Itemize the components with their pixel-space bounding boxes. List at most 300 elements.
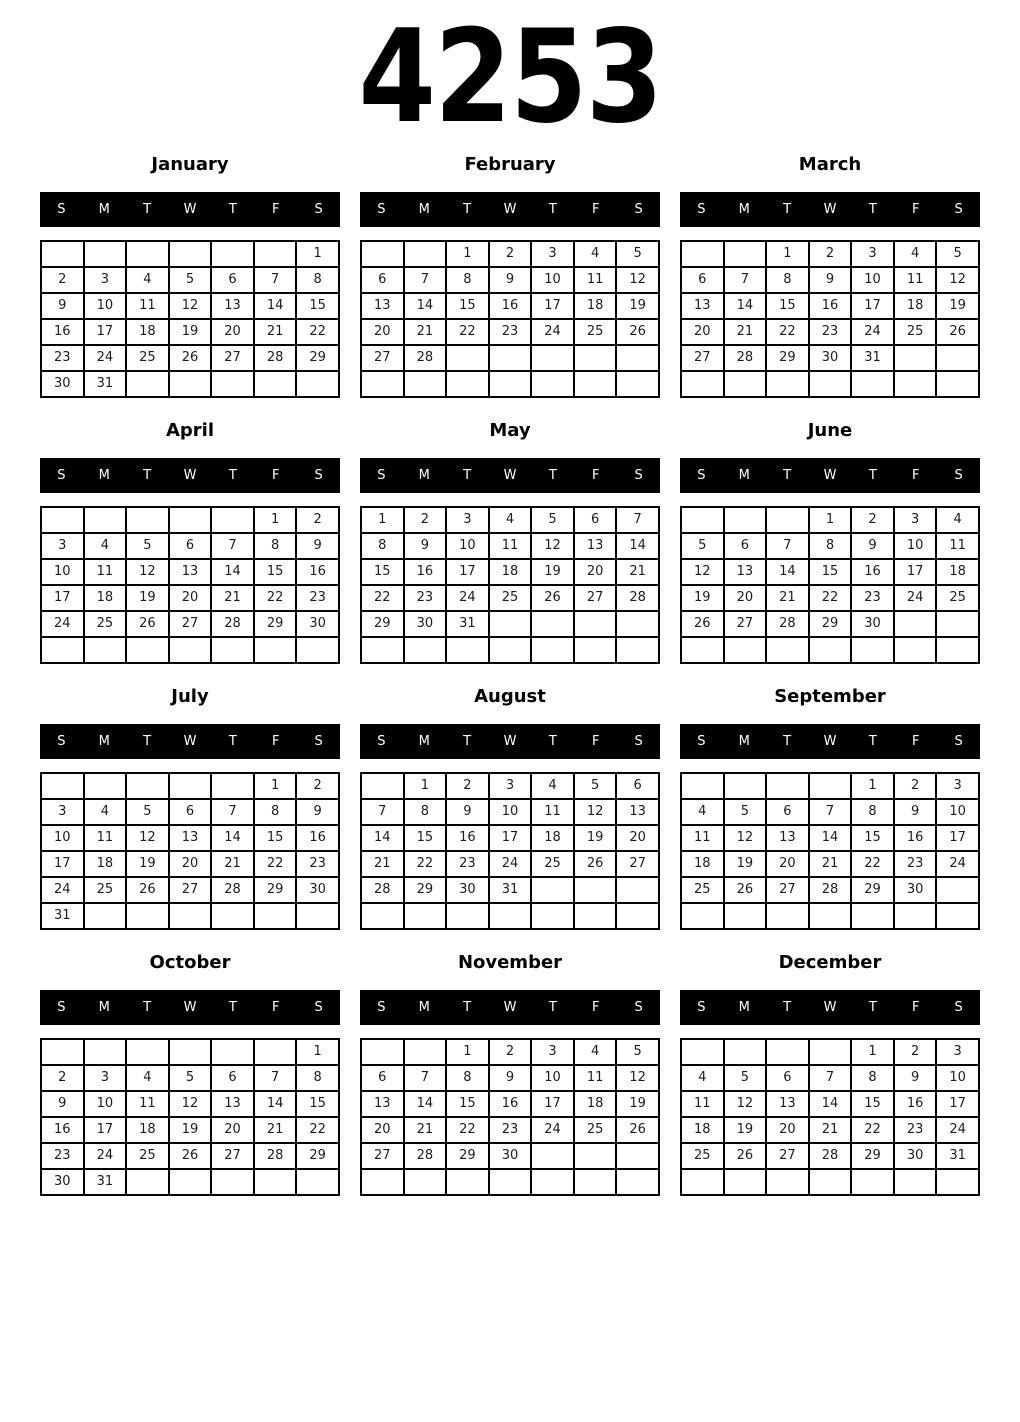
- empty-day-cell: [851, 1169, 894, 1195]
- day-cell: 13: [574, 533, 617, 559]
- weekday-label: S: [314, 201, 323, 217]
- month-title: February: [464, 153, 556, 175]
- month-title: September: [774, 685, 886, 707]
- weekday-label: S: [634, 999, 643, 1015]
- empty-day-cell: [41, 1039, 84, 1065]
- weekday-header: [360, 724, 660, 759]
- day-cell: 14: [211, 559, 254, 585]
- day-cell: 29: [254, 611, 297, 637]
- day-cell: 9: [296, 799, 339, 825]
- day-cell: 5: [724, 799, 767, 825]
- day-cell: 5: [936, 241, 979, 267]
- day-cell: 30: [809, 345, 852, 371]
- month-title: August: [474, 685, 546, 707]
- empty-day-cell: [766, 903, 809, 929]
- day-cell: 4: [894, 241, 937, 267]
- day-cell: 13: [681, 293, 724, 319]
- day-cell: 12: [126, 559, 169, 585]
- day-cell: 11: [574, 267, 617, 293]
- day-cell: 23: [404, 585, 447, 611]
- day-cell: 5: [169, 267, 212, 293]
- day-cell: 16: [489, 1091, 532, 1117]
- week-row: [361, 293, 659, 319]
- day-cell: 14: [254, 1091, 297, 1117]
- day-cell: 27: [681, 345, 724, 371]
- day-cell: 25: [84, 611, 127, 637]
- day-cell: 7: [809, 1065, 852, 1091]
- day-cell: 18: [126, 319, 169, 345]
- day-cell: 8: [361, 533, 404, 559]
- empty-day-cell: [126, 637, 169, 663]
- day-cell: 10: [531, 1065, 574, 1091]
- day-cell: 1: [809, 507, 852, 533]
- day-cell: 29: [851, 877, 894, 903]
- month-grid: [360, 506, 660, 664]
- day-cell: 25: [489, 585, 532, 611]
- empty-day-cell: [574, 1143, 617, 1169]
- empty-day-cell: [84, 773, 127, 799]
- empty-day-cell: [211, 371, 254, 397]
- weekday-label: W: [183, 999, 197, 1015]
- day-cell: 7: [404, 1065, 447, 1091]
- week-row: [41, 1039, 339, 1065]
- day-cell: 7: [254, 1065, 297, 1091]
- week-row: [41, 345, 339, 371]
- month-title: July: [171, 685, 209, 707]
- month-grid: [40, 1038, 340, 1196]
- day-cell: 30: [41, 371, 84, 397]
- day-cell: 22: [296, 1117, 339, 1143]
- day-cell: 20: [169, 585, 212, 611]
- empty-day-cell: [724, 1169, 767, 1195]
- week-row: [681, 1117, 979, 1143]
- day-cell: 16: [41, 319, 84, 345]
- empty-day-cell: [894, 345, 937, 371]
- day-cell: 19: [126, 585, 169, 611]
- day-cell: 25: [894, 319, 937, 345]
- day-cell: 21: [809, 851, 852, 877]
- empty-day-cell: [84, 507, 127, 533]
- weekday-label: M: [98, 201, 110, 217]
- day-cell: 19: [724, 851, 767, 877]
- empty-day-cell: [446, 345, 489, 371]
- day-cell: 21: [404, 1117, 447, 1143]
- weekday-label: S: [634, 733, 643, 749]
- week-row: [681, 851, 979, 877]
- empty-day-cell: [616, 1143, 659, 1169]
- day-cell: 28: [254, 345, 297, 371]
- empty-day-cell: [254, 1169, 297, 1195]
- day-cell: 20: [724, 585, 767, 611]
- week-row: [681, 559, 979, 585]
- weekday-label: S: [634, 467, 643, 483]
- day-cell: 28: [809, 1143, 852, 1169]
- day-cell: 15: [361, 559, 404, 585]
- empty-day-cell: [254, 637, 297, 663]
- day-cell: 6: [766, 1065, 809, 1091]
- day-cell: 21: [724, 319, 767, 345]
- day-cell: 1: [404, 773, 447, 799]
- day-cell: 11: [894, 267, 937, 293]
- day-cell: 27: [361, 345, 404, 371]
- day-cell: 13: [724, 559, 767, 585]
- day-cell: 28: [766, 611, 809, 637]
- weekday-label: F: [911, 733, 920, 749]
- day-cell: 12: [574, 799, 617, 825]
- day-cell: 17: [851, 293, 894, 319]
- weekday-label: W: [503, 201, 517, 217]
- day-cell: 2: [894, 773, 937, 799]
- day-cell: 9: [894, 799, 937, 825]
- empty-day-cell: [404, 371, 447, 397]
- day-cell: 8: [766, 267, 809, 293]
- empty-day-cell: [296, 371, 339, 397]
- weekday-label: T: [868, 999, 877, 1015]
- empty-day-cell: [84, 903, 127, 929]
- empty-day-cell: [169, 241, 212, 267]
- week-row: [681, 637, 979, 663]
- day-cell: 16: [489, 293, 532, 319]
- day-cell: 5: [681, 533, 724, 559]
- weekday-header: [360, 458, 660, 493]
- day-cell: 22: [404, 851, 447, 877]
- weekday-label: W: [823, 999, 837, 1015]
- day-cell: 21: [211, 585, 254, 611]
- day-cell: 14: [254, 293, 297, 319]
- day-cell: 8: [851, 1065, 894, 1091]
- empty-day-cell: [211, 241, 254, 267]
- day-cell: 26: [616, 319, 659, 345]
- day-cell: 20: [681, 319, 724, 345]
- month-block-april: [40, 420, 340, 664]
- day-cell: 12: [724, 1091, 767, 1117]
- day-cell: 22: [446, 319, 489, 345]
- empty-day-cell: [616, 611, 659, 637]
- day-cell: 1: [254, 773, 297, 799]
- day-cell: 2: [489, 1039, 532, 1065]
- day-cell: 15: [851, 1091, 894, 1117]
- empty-day-cell: [724, 903, 767, 929]
- empty-day-cell: [809, 773, 852, 799]
- day-cell: 14: [211, 825, 254, 851]
- weekday-label: T: [463, 733, 472, 749]
- day-cell: 25: [936, 585, 979, 611]
- day-cell: 9: [851, 533, 894, 559]
- day-cell: 31: [489, 877, 532, 903]
- day-cell: 9: [446, 799, 489, 825]
- day-cell: 26: [936, 319, 979, 345]
- day-cell: 8: [254, 533, 297, 559]
- week-row: [361, 371, 659, 397]
- day-cell: 2: [489, 241, 532, 267]
- day-cell: 26: [724, 877, 767, 903]
- empty-day-cell: [84, 637, 127, 663]
- empty-day-cell: [681, 1169, 724, 1195]
- month-block-september: [680, 686, 980, 930]
- day-cell: 15: [254, 559, 297, 585]
- week-row: [361, 1065, 659, 1091]
- day-cell: 15: [446, 1091, 489, 1117]
- weekday-label: F: [591, 733, 600, 749]
- day-cell: 23: [809, 319, 852, 345]
- week-row: [361, 585, 659, 611]
- day-cell: 18: [84, 851, 127, 877]
- weekday-header: [360, 990, 660, 1025]
- day-cell: 2: [41, 1065, 84, 1091]
- day-cell: 4: [126, 1065, 169, 1091]
- day-cell: 5: [126, 799, 169, 825]
- week-row: [361, 773, 659, 799]
- day-cell: 27: [766, 1143, 809, 1169]
- empty-day-cell: [126, 1169, 169, 1195]
- empty-day-cell: [851, 637, 894, 663]
- day-cell: 3: [84, 267, 127, 293]
- week-row: [681, 1065, 979, 1091]
- day-cell: 3: [936, 773, 979, 799]
- day-cell: 10: [894, 533, 937, 559]
- day-cell: 9: [894, 1065, 937, 1091]
- day-cell: 21: [766, 585, 809, 611]
- empty-day-cell: [361, 371, 404, 397]
- week-row: [41, 851, 339, 877]
- month-block-october: [40, 952, 340, 1196]
- day-cell: 27: [211, 1143, 254, 1169]
- empty-day-cell: [169, 1169, 212, 1195]
- empty-day-cell: [489, 903, 532, 929]
- week-row: [361, 267, 659, 293]
- empty-day-cell: [616, 371, 659, 397]
- day-cell: 3: [489, 773, 532, 799]
- weekday-label: S: [57, 733, 66, 749]
- weekday-label: T: [143, 467, 152, 483]
- weekday-label: S: [57, 467, 66, 483]
- weekday-label: S: [57, 999, 66, 1015]
- month-block-june: [680, 420, 980, 664]
- empty-day-cell: [489, 371, 532, 397]
- day-cell: 29: [851, 1143, 894, 1169]
- day-cell: 9: [489, 1065, 532, 1091]
- day-cell: 27: [169, 611, 212, 637]
- day-cell: 20: [361, 319, 404, 345]
- weekday-label: T: [143, 733, 152, 749]
- empty-day-cell: [41, 241, 84, 267]
- weekday-label: F: [271, 467, 280, 483]
- empty-day-cell: [681, 371, 724, 397]
- day-cell: 10: [41, 825, 84, 851]
- weekday-label: F: [911, 201, 920, 217]
- day-cell: 20: [766, 851, 809, 877]
- day-cell: 22: [361, 585, 404, 611]
- day-cell: 1: [296, 1039, 339, 1065]
- empty-day-cell: [404, 1169, 447, 1195]
- day-cell: 12: [681, 559, 724, 585]
- weekday-label: F: [591, 467, 600, 483]
- day-cell: 11: [681, 825, 724, 851]
- day-cell: 6: [724, 533, 767, 559]
- day-cell: 16: [894, 825, 937, 851]
- day-cell: 2: [296, 773, 339, 799]
- empty-day-cell: [84, 1039, 127, 1065]
- empty-day-cell: [446, 1169, 489, 1195]
- empty-day-cell: [531, 611, 574, 637]
- empty-day-cell: [169, 773, 212, 799]
- day-cell: 2: [404, 507, 447, 533]
- weekday-label: T: [548, 467, 557, 483]
- day-cell: 8: [446, 1065, 489, 1091]
- day-cell: 19: [574, 825, 617, 851]
- weekday-label: F: [911, 999, 920, 1015]
- weekday-label: M: [418, 733, 430, 749]
- empty-day-cell: [489, 1169, 532, 1195]
- month-block-february: [360, 154, 660, 398]
- empty-day-cell: [254, 903, 297, 929]
- empty-day-cell: [531, 345, 574, 371]
- day-cell: 15: [296, 1091, 339, 1117]
- empty-day-cell: [681, 773, 724, 799]
- empty-day-cell: [404, 241, 447, 267]
- day-cell: 18: [894, 293, 937, 319]
- day-cell: 22: [851, 1117, 894, 1143]
- day-cell: 5: [126, 533, 169, 559]
- weekday-label: T: [228, 733, 237, 749]
- day-cell: 23: [296, 851, 339, 877]
- week-row: [41, 1143, 339, 1169]
- empty-day-cell: [531, 371, 574, 397]
- day-cell: 24: [84, 345, 127, 371]
- empty-day-cell: [169, 1039, 212, 1065]
- week-row: [361, 903, 659, 929]
- empty-day-cell: [851, 903, 894, 929]
- day-cell: 20: [616, 825, 659, 851]
- day-cell: 10: [936, 799, 979, 825]
- day-cell: 4: [681, 1065, 724, 1091]
- empty-day-cell: [681, 1039, 724, 1065]
- empty-day-cell: [211, 773, 254, 799]
- weekday-label: T: [548, 201, 557, 217]
- day-cell: 20: [169, 851, 212, 877]
- day-cell: 24: [894, 585, 937, 611]
- empty-day-cell: [936, 345, 979, 371]
- month-grid: [40, 240, 340, 398]
- day-cell: 2: [851, 507, 894, 533]
- day-cell: 24: [936, 851, 979, 877]
- month-block-july: [40, 686, 340, 930]
- day-cell: 20: [574, 559, 617, 585]
- day-cell: 30: [446, 877, 489, 903]
- day-cell: 5: [574, 773, 617, 799]
- empty-day-cell: [724, 773, 767, 799]
- day-cell: 6: [211, 267, 254, 293]
- day-cell: 4: [489, 507, 532, 533]
- weekday-label: S: [377, 999, 386, 1015]
- day-cell: 8: [296, 1065, 339, 1091]
- day-cell: 1: [361, 507, 404, 533]
- week-row: [681, 585, 979, 611]
- weekday-label: S: [697, 999, 706, 1015]
- weekday-label: F: [271, 201, 280, 217]
- day-cell: 7: [361, 799, 404, 825]
- month-grid: [680, 1038, 980, 1196]
- day-cell: 14: [404, 1091, 447, 1117]
- day-cell: 24: [531, 1117, 574, 1143]
- empty-day-cell: [574, 637, 617, 663]
- weekday-label: F: [911, 467, 920, 483]
- day-cell: 28: [616, 585, 659, 611]
- empty-day-cell: [296, 637, 339, 663]
- week-row: [681, 345, 979, 371]
- empty-day-cell: [361, 773, 404, 799]
- empty-day-cell: [894, 637, 937, 663]
- day-cell: 18: [574, 293, 617, 319]
- day-cell: 27: [211, 345, 254, 371]
- day-cell: 23: [296, 585, 339, 611]
- year-title: 4253: [358, 3, 662, 152]
- day-cell: 2: [41, 267, 84, 293]
- day-cell: 19: [616, 293, 659, 319]
- empty-day-cell: [446, 371, 489, 397]
- day-cell: 18: [936, 559, 979, 585]
- day-cell: 30: [489, 1143, 532, 1169]
- empty-day-cell: [616, 637, 659, 663]
- day-cell: 18: [681, 1117, 724, 1143]
- empty-day-cell: [84, 241, 127, 267]
- empty-day-cell: [126, 1039, 169, 1065]
- day-cell: 19: [169, 319, 212, 345]
- day-cell: 7: [766, 533, 809, 559]
- weekday-label: M: [738, 201, 750, 217]
- empty-day-cell: [361, 637, 404, 663]
- day-cell: 20: [211, 319, 254, 345]
- month-title: November: [457, 951, 563, 973]
- empty-day-cell: [894, 903, 937, 929]
- day-cell: 17: [531, 1091, 574, 1117]
- week-row: [681, 1091, 979, 1117]
- day-cell: 3: [446, 507, 489, 533]
- weekday-header: [680, 192, 980, 227]
- empty-day-cell: [361, 241, 404, 267]
- day-cell: 12: [936, 267, 979, 293]
- empty-day-cell: [574, 371, 617, 397]
- empty-day-cell: [936, 611, 979, 637]
- day-cell: 4: [84, 799, 127, 825]
- day-cell: 14: [616, 533, 659, 559]
- empty-day-cell: [211, 903, 254, 929]
- weekday-label: T: [783, 467, 792, 483]
- day-cell: 16: [41, 1117, 84, 1143]
- weekday-label: W: [183, 467, 197, 483]
- day-cell: 4: [126, 267, 169, 293]
- day-cell: 12: [724, 825, 767, 851]
- empty-day-cell: [169, 637, 212, 663]
- day-cell: 15: [851, 825, 894, 851]
- empty-day-cell: [574, 877, 617, 903]
- day-cell: 6: [361, 267, 404, 293]
- day-cell: 23: [41, 1143, 84, 1169]
- empty-day-cell: [126, 507, 169, 533]
- day-cell: 14: [361, 825, 404, 851]
- month-block-december: [680, 952, 980, 1196]
- day-cell: 29: [809, 611, 852, 637]
- month-title: May: [489, 419, 531, 441]
- day-cell: 24: [84, 1143, 127, 1169]
- week-row: [41, 825, 339, 851]
- day-cell: 21: [616, 559, 659, 585]
- day-cell: 11: [489, 533, 532, 559]
- day-cell: 13: [169, 825, 212, 851]
- week-row: [361, 559, 659, 585]
- day-cell: 7: [254, 267, 297, 293]
- day-cell: 10: [41, 559, 84, 585]
